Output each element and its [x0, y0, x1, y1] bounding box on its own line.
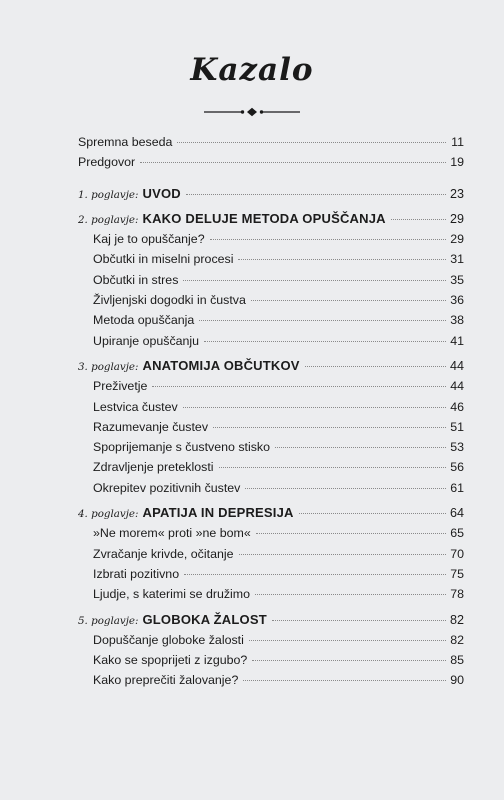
chapter-title: ANATOMIJA OBČUTKOV	[142, 357, 300, 373]
section-label: Zvračanje krivde, očitanje	[93, 546, 234, 561]
section-entry[interactable]	[78, 397, 464, 417]
page-number: 82	[449, 612, 464, 627]
page-number: 75	[450, 566, 464, 581]
section-entry[interactable]	[78, 457, 464, 477]
dot-leader	[245, 488, 446, 489]
dot-leader	[219, 467, 446, 468]
section-label: Okrepitev pozitivnih čustev	[93, 480, 241, 495]
page-number: 85	[450, 653, 464, 668]
dot-leader	[272, 620, 446, 621]
dot-leader	[183, 280, 446, 281]
dot-leader	[243, 680, 446, 681]
dot-leader	[238, 259, 446, 260]
chapter-prefix: 4. poglavje:	[78, 508, 139, 521]
section-entry[interactable]	[78, 544, 464, 564]
page-number: 78	[450, 587, 464, 602]
page-number: 90	[450, 673, 464, 688]
page-number: 19	[450, 155, 464, 170]
dot-leader	[186, 194, 446, 195]
toc-entry[interactable]	[78, 152, 464, 172]
chapter-heading[interactable]	[78, 503, 464, 523]
section-entry[interactable]	[78, 670, 464, 690]
chapter-prefix: 3. poglavje:	[78, 360, 139, 373]
page-number: 29	[450, 232, 464, 247]
chapter-label	[78, 503, 294, 524]
dot-leader	[249, 640, 446, 641]
chapter-prefix: 1. poglavje:	[78, 188, 139, 201]
dot-leader	[199, 320, 446, 321]
section-entry[interactable]	[78, 331, 464, 351]
section-label: Dopuščanje globoke žalosti	[93, 632, 244, 647]
chapter-prefix: 2. poglavje:	[78, 213, 139, 226]
page-number: 70	[450, 546, 464, 561]
section-entry[interactable]	[78, 290, 464, 310]
ornament-divider-icon	[204, 107, 300, 117]
page-number: 38	[450, 313, 464, 328]
page-number: 65	[450, 526, 464, 541]
chapter-heading[interactable]	[78, 356, 464, 376]
section-entry[interactable]	[78, 584, 464, 604]
page-number: 82	[450, 632, 464, 647]
page-number: 61	[450, 480, 464, 495]
chapter-prefix: 5. poglavje:	[78, 614, 139, 627]
page-number: 53	[450, 440, 464, 455]
section-label: Zdravljenje preteklosti	[93, 460, 214, 475]
page-number: 51	[450, 419, 464, 434]
section-label: Življenjski dogodki in čustva	[93, 293, 246, 308]
dot-leader	[210, 239, 446, 240]
section-label: Občutki in stres	[93, 272, 179, 287]
page-title: Kazalo	[190, 52, 314, 88]
dot-leader	[299, 513, 446, 514]
dot-leader	[213, 427, 446, 428]
section-label: Kako preprečiti žalovanje?	[93, 673, 239, 688]
dot-leader	[183, 407, 446, 408]
page-number: 29	[449, 211, 464, 226]
section-label: Ljudje, s katerimi se družimo	[93, 587, 251, 602]
dot-leader	[252, 660, 446, 661]
section-entry[interactable]	[78, 523, 464, 543]
dot-leader	[256, 533, 446, 534]
page-number: 23	[449, 186, 464, 201]
dot-leader	[140, 162, 446, 163]
section-label: Izbrati pozitivno	[93, 566, 180, 581]
section-label: Metoda opuščanja	[93, 313, 195, 328]
page-number: 46	[450, 399, 464, 414]
section-label: Kako se spoprijeti z izgubo?	[93, 653, 248, 668]
spacer	[78, 173, 464, 184]
section-entry[interactable]	[78, 310, 464, 330]
dot-leader	[305, 366, 446, 367]
section-label: Občutki in miselni procesi	[93, 252, 234, 267]
page-number: 56	[450, 460, 464, 475]
chapter-heading[interactable]	[78, 209, 464, 229]
chapter-heading[interactable]	[78, 610, 464, 630]
entry-label: Spremna beseda	[78, 135, 173, 149]
table-of-contents	[78, 132, 464, 691]
dot-leader	[275, 447, 446, 448]
page-number: 44	[450, 379, 464, 394]
section-entry[interactable]	[78, 376, 464, 396]
chapter-label	[78, 610, 267, 631]
page-number: 31	[450, 252, 464, 267]
dot-leader	[177, 142, 446, 143]
dot-leader	[251, 300, 446, 301]
section-entry[interactable]	[78, 630, 464, 650]
section-entry[interactable]	[78, 249, 464, 269]
page-number: 41	[450, 333, 464, 348]
section-entry[interactable]	[78, 417, 464, 437]
chapter-title: GLOBOKA ŽALOST	[142, 611, 267, 627]
chapter-title: UVOD	[142, 185, 181, 201]
chapter-label	[78, 184, 181, 205]
chapter-label	[78, 209, 386, 230]
section-label: Preživetje	[93, 379, 148, 394]
section-entry[interactable]	[78, 437, 464, 457]
page-number: 44	[449, 358, 464, 373]
page-number: 36	[450, 293, 464, 308]
page-number: 35	[450, 272, 464, 287]
dot-leader	[152, 386, 446, 387]
chapter-label	[78, 356, 300, 377]
section-entry[interactable]	[78, 650, 464, 670]
page-number: 11	[451, 135, 464, 149]
chapter-title: APATIJA IN DEPRESIJA	[142, 505, 294, 521]
entry-label: Predgovor	[78, 155, 136, 170]
section-entry[interactable]	[78, 270, 464, 290]
dot-leader	[239, 554, 447, 555]
toc-entry[interactable]	[78, 132, 464, 152]
dot-leader	[391, 219, 446, 220]
section-entry[interactable]	[78, 478, 464, 498]
section-label: »Ne morem« proti »ne bom«	[93, 526, 251, 541]
section-label: Kaj je to opuščanje?	[93, 232, 205, 247]
section-label: Spoprijemanje s čustveno stisko	[93, 440, 270, 455]
section-label: Upiranje opuščanju	[93, 333, 200, 348]
section-entry[interactable]	[78, 229, 464, 249]
dot-leader	[255, 594, 446, 595]
dot-leader	[204, 341, 446, 342]
dot-leader	[184, 574, 446, 575]
section-label: Lestvica čustev	[93, 399, 178, 414]
page-number: 64	[449, 506, 464, 521]
section-entry[interactable]	[78, 564, 464, 584]
chapter-title: KAKO DELUJE METODA OPUŠČANJA	[142, 210, 386, 226]
chapter-heading[interactable]	[78, 184, 464, 204]
section-label: Razumevanje čustev	[93, 419, 209, 434]
